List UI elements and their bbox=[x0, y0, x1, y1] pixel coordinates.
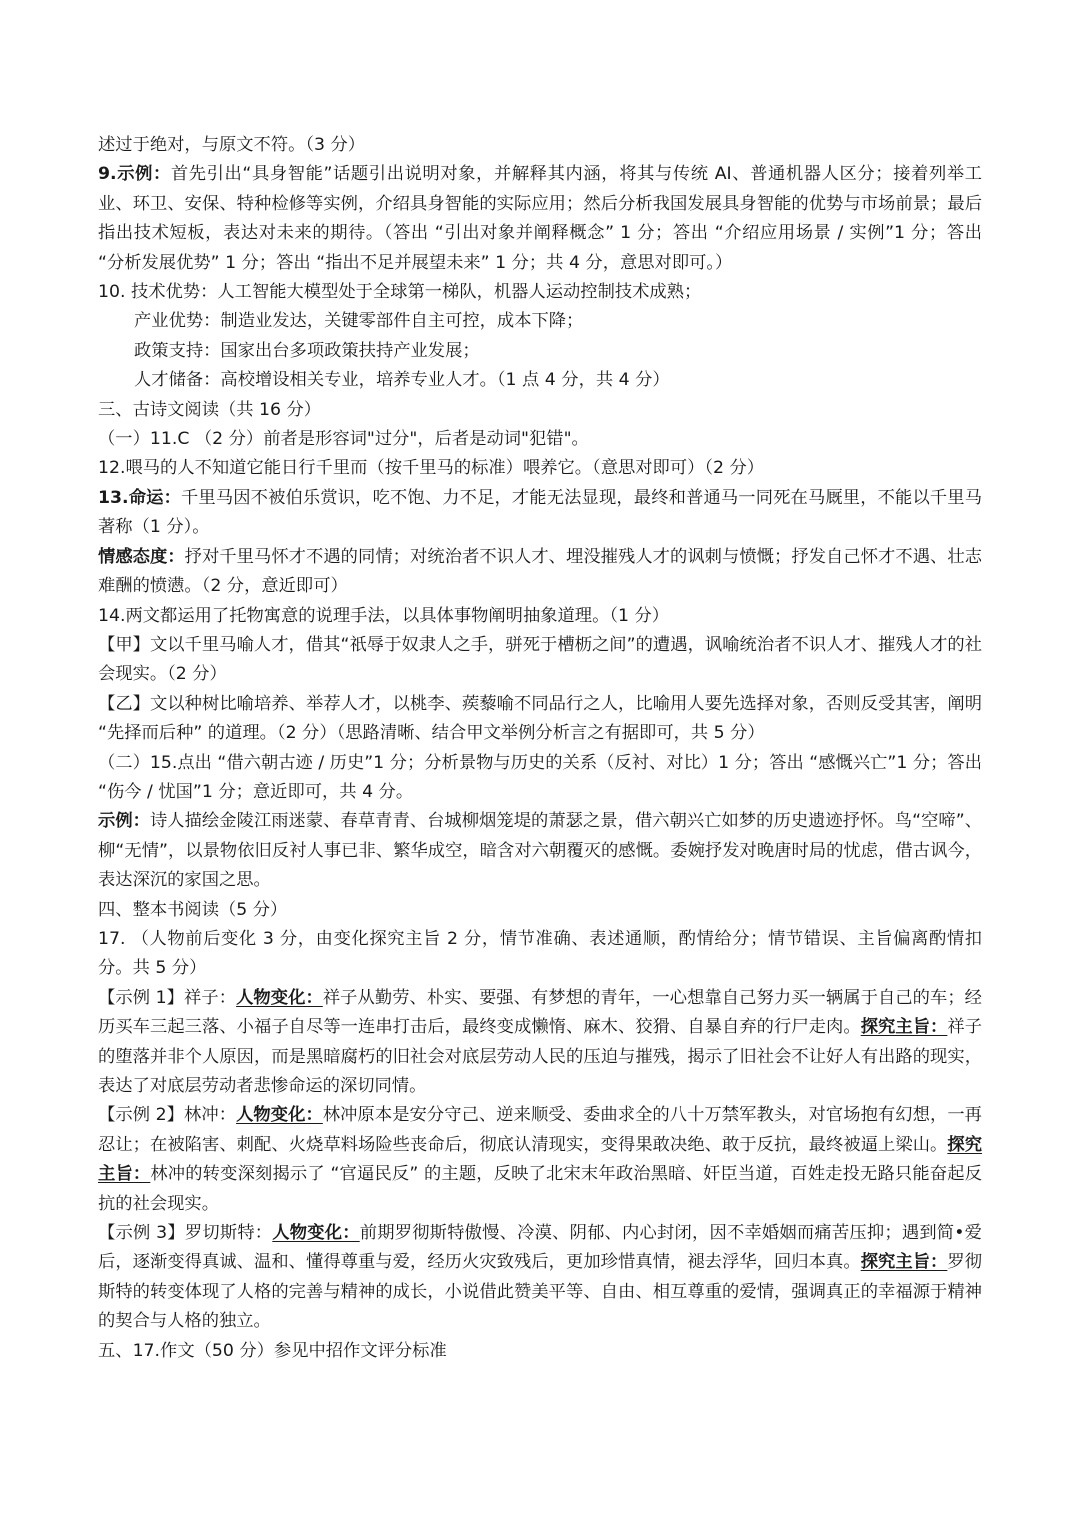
example-3-label: 【示例 3】 bbox=[98, 1223, 185, 1244]
example-1-character: 祥子： bbox=[184, 987, 237, 1008]
answer-q17: 17. （人物前后变化 3 分，由变化探究主旨 2 分，情节准确、表述通顺，酌情给分；情节错误、主旨偏离酌情扣分。共 5 分） bbox=[98, 928, 982, 979]
answer-q14-yi: 【乙】文以种树比喻培养、举荐人才，以桃李、蒺藜喻不同品行之人，比喻用人要先选择对象，否则反受其害，阐明 “先择而后种” 的道理。（2 分）（思路清晰、结合甲文举例分析言之有据即可，共 5 分） bbox=[98, 693, 982, 744]
emotion-text: 抒对千里马怀才不遇的同情；对统治者不识人才、埋没摧残人才的讽刺与愤慨；抒发自己怀才不遇、壮志难酬的愤懑。（2 分，意近即可） bbox=[98, 546, 982, 597]
example-3-theme-text: 罗彻斯特的转变体现了人格的完善与精神的成长，小说借此赞美平等、自由、相互尊重的爱情，强调真正的幸福源于精神的契合与人格的独立。 bbox=[98, 1252, 982, 1332]
q13-text: 千里马因不被伯乐赏识，吃不饱、力不足，才能无法显现，最终和普通马一同死在马厩里，不能以千里马著称（1 分）。 bbox=[98, 487, 982, 538]
example-2-change-text: 林冲原本是安分守己、逆来顺受、委曲求全的八十万禁军教头，对官场抱有幻想，一再忍让；在被陷害、刺配、火烧草料场险些丧命后，彻底认清现实，变得果敢决绝、敢于反抗，最终被逼上梁山。 bbox=[98, 1105, 982, 1155]
answer-q14: 14.两文都运用了托物寓意的说理手法，以具体事物阐明抽象道理。（1 分） bbox=[98, 605, 670, 626]
answer-q13-emotion bbox=[98, 543, 982, 602]
example-2-character: 林冲： bbox=[184, 1105, 237, 1126]
example-3-change-text: 前期罗彻斯特傲慢、冷漠、阴郁、内心封闭，因不幸婚姻而痛苦压抑；遇到简•爱后，逐渐变得真诚、温和、懂得尊重与爱，经历火灾致残后，更加珍惜真情，褪去浮华，回归本真。 bbox=[98, 1223, 982, 1273]
example-3-character: 罗切斯特： bbox=[184, 1223, 273, 1244]
answer-q12: 12.喂马的人不知道它能日行千里而（按千里马的标准）喂养它。（意思对即可）（2 分） bbox=[98, 458, 765, 479]
example-1-theme-text: 祥子的堕落并非个人原因，而是黑暗腐朽的旧社会对底层劳动人民的压迫与摧残，揭示了旧社会不让好人有出路的现实，表达了对底层劳动者悲惨命运的深切同情。 bbox=[98, 1017, 982, 1096]
answer-q10-line2: 产业优势：制造业发达，关键零部件自主可控，成本下降； bbox=[134, 311, 584, 332]
line-q8-end: 述过于绝对，与原文不符。（3 分） bbox=[98, 135, 366, 155]
example-2-theme-label: 探究主旨： bbox=[98, 1134, 982, 1185]
emotion-label: 情感态度： bbox=[98, 546, 185, 567]
q9-label: 9.示例： bbox=[98, 164, 171, 185]
answer-q14-jia: 【甲】文以千里马喻人才，借其“祇辱于奴隶人之手，骈死于槽枥之间”的遭遇，讽喻统治者不识人才、摧残人才的社会现实。（2 分） bbox=[98, 634, 982, 685]
section-heading-4: 四、整本书阅读（5 分） bbox=[98, 899, 288, 920]
example-1-label: 【示例 1】 bbox=[98, 987, 185, 1008]
section-heading-3: 三、古诗文阅读（共 16 分） bbox=[98, 399, 322, 420]
answer-q15: （二）15.点出 “借六朝古迹 / 历史”1 分；分析景物与历史的关系（反衬、对比）1 分；答出 “感慨兴亡”1 分；答出 “伤今 / 忧国”1 分；意近即可，共 4 分。 bbox=[98, 752, 982, 802]
example-label: 示例： bbox=[98, 811, 150, 832]
example-2-label: 【示例 2】 bbox=[98, 1105, 185, 1126]
example-3 bbox=[98, 1219, 982, 1337]
answer-q11: （一）11.C （2 分）前者是形容词"过分"，后者是动词"犯错"。 bbox=[98, 429, 589, 450]
answer-q10-line3: 政策支持：国家出台多项政策扶持产业发展； bbox=[134, 340, 480, 361]
answer-q10-line1: 10. 技术优势：人工智能大模型处于全球第一梯队，机器人运动控制技术成熟； bbox=[98, 282, 702, 303]
example-text: 诗人描绘金陵江雨迷蒙、春草青青、台城柳烟笼堤的萧瑟之景，借六朝兴亡如梦的历史遗迹抒怀。鸟“空啼”、柳“无情”，以景物依旧反衬人事已非、繁华成空，暗含对六朝覆灭的感慨。委婉抒发对晚唐时局的忧虑，借古讽今，表达深沉的家国之思。 bbox=[98, 811, 982, 891]
example-3-theme-label: 探究主旨： bbox=[860, 1252, 948, 1273]
answer-q9 bbox=[98, 160, 982, 278]
section-heading-5: 五、17.作文（50 分）参见中招作文评分标准 bbox=[98, 1340, 447, 1361]
q9-text: 首先引出“具身智能”话题引出说明对象，并解释其内涵，将其与传统 AI、普通机器人区分；接着列举工业、环卫、安保、特种检修等实例，介绍具身智能的实际应用；然后分析我国发展具身智能的优势与市场前景；最后指出技术短板，表达对未来的期待。（答出 “引出对象并阐释概念” 1 分；答出 “介绍应用场景 / 实例”1 分；答出 “分析发展优势” 1 分；答出 “指出不足并展望未来” 1 分；共 4 分，意思对即可。） bbox=[98, 164, 983, 273]
example-1-theme-label: 探究主旨： bbox=[860, 1017, 948, 1038]
example-2-theme-text: 林冲的转变深刻揭示了 “官逼民反” 的主题，反映了北宋末年政治黑暗、奸臣当道，百姓走投无路只能奋起反抗的社会现实。 bbox=[98, 1164, 982, 1214]
example-1-change-label: 人物变化： bbox=[236, 987, 323, 1008]
example-2-change-label: 人物变化： bbox=[236, 1105, 323, 1126]
q13-label: 13.命运： bbox=[98, 487, 181, 508]
example-2 bbox=[98, 1101, 982, 1219]
answer-q15-example bbox=[98, 807, 982, 895]
example-1-change-text: 祥子从勤劳、朴实、要强、有梦想的青年，一心想靠自己努力买一辆属于自己的车；经历买车三起三落、小福子自尽等一连串打击后，最终变成懒惰、麻木、狡猾、自暴自弃的行尸走肉。 bbox=[98, 987, 982, 1038]
answer-q13-fate bbox=[98, 484, 982, 543]
example-1 bbox=[98, 984, 982, 1102]
example-3-change-label: 人物变化： bbox=[272, 1223, 360, 1244]
answer-q10-line4: 人才储备：高校增设相关专业，培养专业人才。（1 点 4 分，共 4 分） bbox=[134, 370, 670, 391]
